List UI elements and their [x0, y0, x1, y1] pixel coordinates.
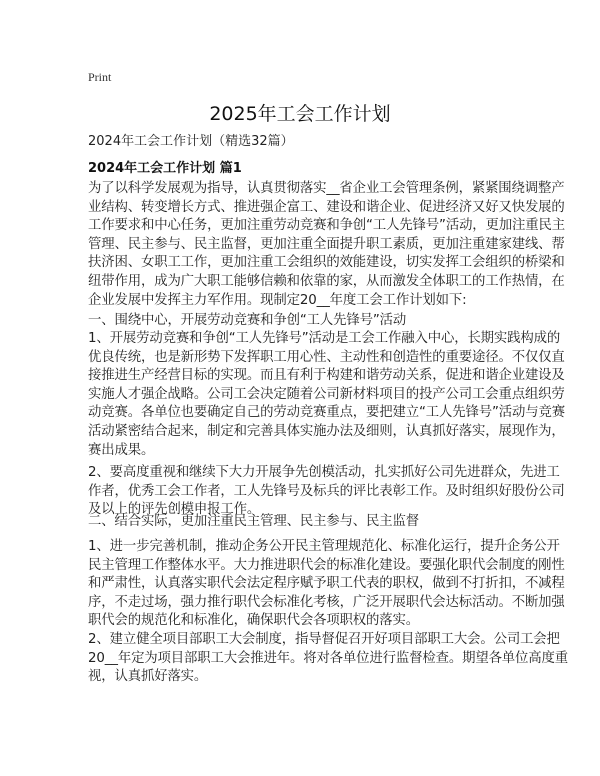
text-line: 1、进一步完善机制，推动企务公开民主管理规范化、标准化运行，提升企务公开 — [88, 539, 560, 554]
article-heading: 2024年工会工作计划 篇1 — [88, 161, 242, 176]
section-2-paragraph-1 — [88, 538, 565, 631]
page-title: 2025年工会工作计划 — [209, 103, 391, 125]
text-line: 动竞赛。各单位也要确定自己的劳动竞赛重点，要把建立“工人先锋号”活动与竞赛 — [88, 405, 565, 421]
text-line: 赛出成果。 — [88, 442, 155, 458]
text-line: 为了以科学发展观为指导，认真贯彻落实__省企业工会管理条例，紧紧围绕调整产 — [88, 181, 565, 196]
section-2-paragraph-2 — [88, 631, 568, 687]
section-2-heading: 二、结合实际，更加注重民主管理、民主参与、民主监督 — [88, 514, 420, 529]
text-line: 1、开展劳动竞赛和争创“工人先锋号”活动是工会工作融入中心，长期实践构成的 — [88, 331, 561, 346]
text-line: 管理、民主参与、民主监督，更加注重全面提升职工素质，更加注重建家建线、帮 — [88, 236, 565, 252]
text-line: 视，认真抓好落实。 — [88, 669, 208, 685]
document-subtitle: 2024年工会工作计划（精选32篇） — [88, 134, 294, 149]
text-line: 2、建立健全项目部职工大会制度，指导督促召开好项目部职工大会。公司工会把 — [88, 632, 560, 647]
text-line: 纽带作用，成为广大职工能够信赖和依靠的家，从而激发全体职工的工作热情，在 — [88, 273, 565, 289]
text-line: 职代会的规范化和标准化，确保职代会各项职权的落实。 — [88, 613, 420, 629]
text-line: 作者，优秀工会工作者，工人先锋号及标兵的评比表彰工作。及时组织好股份公司 — [88, 483, 565, 499]
text-line: 和严肃性，认真落实职代会法定程序赋予职工代表的职权，做到不打折扣，不减程 — [88, 576, 565, 592]
text-line: 活动紧密结合起来，制定和完善具体实施办法及细则，认真抓好落实，展现作为， — [88, 423, 565, 439]
section-1-paragraph-1 — [88, 330, 565, 460]
text-line: 序，不走过场，强力推行职代会标准化考核，广泛开展职代会达标活动。不断加强 — [88, 594, 565, 610]
text-line: 工作要求和中心任务，更加注重劳动竞赛和争创“工人先锋号”活动，更加注重民主 — [88, 218, 565, 234]
text-line: 及以上的评先创模申报工作。 — [88, 502, 261, 518]
intro-paragraph — [88, 180, 565, 310]
text-line: 企业发展中发挥主力军作用。现制定20__年度工会工作计划如下: — [88, 292, 467, 308]
text-line: 优良传统，也是新形势下发挥职工用心性、主动性和创造性的重要途径。不仅仅直 — [88, 349, 565, 365]
print-link[interactable]: Print — [88, 70, 112, 84]
text-line: 实施人才强企战略。公司工会决定随着公司新材料项目的投产公司工会重点组织劳 — [88, 386, 565, 402]
text-line: 业结构、转变增长方式、推进强企富工、建设和谐企业、促进经济又好又快发展的 — [88, 199, 565, 215]
text-line: 2、要高度重视和继续下大力开展争先创模活动，扎实抓好公司先进群众，先进工 — [88, 465, 560, 480]
text-line: 接推进生产经营目标的实现。而且有利于构建和谐劳动关系，促进和谐企业建设及 — [88, 368, 565, 384]
text-line: 民主管理工作整体水平。大力推进职代会的标准化建设。要强化职代会制度的刚性 — [88, 557, 565, 573]
text-line: 20__年定为项目部职工大会推进年。将对各单位进行监督检查。期望各单位高度重 — [88, 650, 569, 666]
text-line: 扶济困、女职工工作，更加注重工会组织的效能建设，切实发挥工会组织的桥梁和 — [88, 255, 565, 271]
section-1-heading: 一、围绕中心，开展劳动竞赛和争创“工人先锋号”活动 — [88, 313, 407, 328]
